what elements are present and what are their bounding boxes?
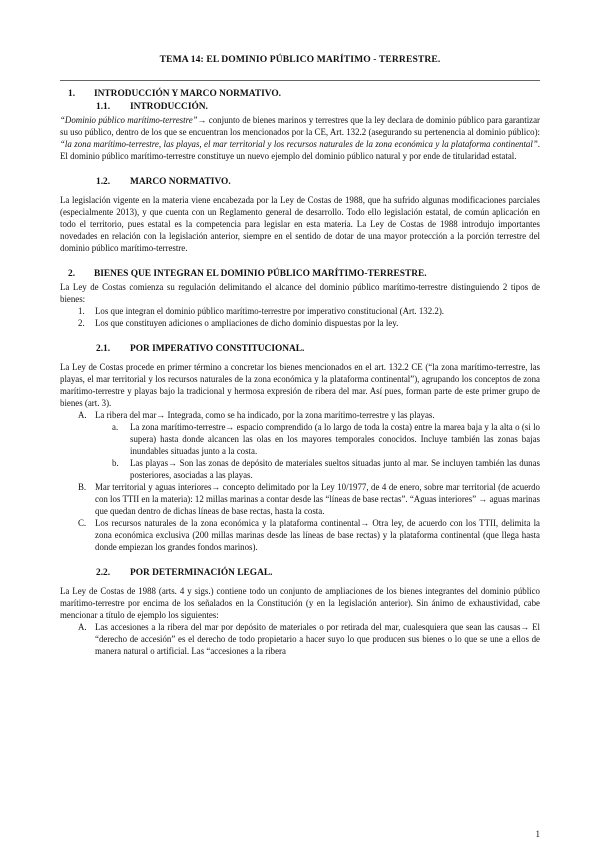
- term-definition: “Dominio público marítimo-terrestre”: [60, 115, 198, 125]
- section-2-1-title: POR IMPERATIVO CONSTITUCIONAL.: [130, 344, 305, 354]
- list-item-b: B. Mar territorial y aguas interiores→ concepto delimitado por la Ley 10/1977, de 4 de enero, sobre mar territorial (de acuerdo con los TTII en la materia): 12 millas marinas a contar desde las “líneas de base rectas”. “Aguas interiores” → aguas marinas que quedan dentro de dichas líneas de base rectas, hasta la costa.: [78, 482, 540, 516]
- section-1-2-title: MARCO NORMATIVO.: [130, 177, 231, 187]
- section-2-2-paragraph: La Ley de Costas de 1988 (arts. 4 y sigs.) contiene todo un conjunto de ampliaciones de los bienes integrantes del dominio público marítimo-terrestre por encima de los señalados en la Constitución (y en la legislación anterior). Sin ánimo de exhaustividad, cabe mencionar a título de ejemplo los siguientes:: [60, 586, 540, 620]
- section-1-heading: [60, 88, 540, 101]
- document-title: TEMA 14: EL DOMINIO PÚBLICO MARÍTIMO - TERRESTRE.: [159, 54, 441, 65]
- section-2-heading: [60, 268, 540, 281]
- section-2-number: 2.: [68, 269, 76, 279]
- title-divider: [60, 80, 540, 81]
- section-2-2-heading: [60, 567, 540, 580]
- section-1-1-paragraph: “Dominio público marítimo-terrestre”→ conjunto de bienes marinos y terrestres que la ley declara de dominio público para garantizar su uso público, dentro de los que se encuentran los mencionados por la CE, Art. 132.2 (asegurando su pertenencia al dominio público): “la zona marítimo-terrestre, las playas, el mar territorial y los recursos naturales de la zona económica y la plataforma continental”. El dominio público marítimo-terrestre constituye un nuevo ejemplo del dominio público natural y por ende de titularidad estatal.: [60, 115, 540, 161]
- list-item: 2. Los que constituyen adiciones o ampliaciones de dicho dominio dispuestas por la ley.: [78, 318, 399, 328]
- section-1-2-number: 1.2.: [96, 177, 111, 187]
- section-2-1-paragraph: La Ley de Costas procede en primer término a concretar los bienes mencionados en el art. 132.2 CE (“la zona marítimo-terrestre, las playas, el mar territorial y los recursos naturales de la zona económica y la plataforma continental”), agrupando los conceptos de zona marítimo-terrestre y playas bajo la tradicional y hermosa expresión de ribera del mar. Así pues, forman parte de este primer grupo de bienes (art. 3).: [60, 362, 540, 408]
- section-1-2-paragraph: La legislación vigente en la materia viene encabezada por la Ley de Costas de 1988, que ha sufrido algunas modificaciones parciales (especialmente 2013), y que cuenta con un Reglamento general de desarrollo. Todo ello legislación estatal, de común aplicación en todo el territorio, pues estatal es la competencia para legislar en esta materia. La Ley de Costas de 1988 introdujo importantes novedades en relación con la legislación anterior, siempre en el sentido de dotar de una mayor protección a la porción terrestre del dominio público marítimo-terrestre.: [60, 195, 540, 253]
- section-2-intro: La Ley de Costas comienza su regulación delimitando el alcance del dominio público marítimo-terrestre distinguiendo 2 tipos de bienes:: [60, 282, 540, 304]
- list-item: 1. Los que integran el dominio público marítimo-terrestre por imperativo constitucional (Art. 132.2).: [78, 306, 444, 316]
- section-2-2-title: POR DETERMINACIÓN LEGAL.: [130, 568, 273, 578]
- section-1-1-title: INTRODUCCIÓN.: [130, 102, 208, 112]
- sub-list-item-b: b. Las playas→ Son las zonas de depósito de materiales sueltos situadas junto al mar. Se incluyen también las dunas posteriores, asociadas a las playas.: [112, 458, 540, 480]
- section-2-2-number: 2.2.: [96, 568, 111, 578]
- section-2-1-number: 2.1.: [96, 344, 111, 354]
- document-body: [60, 88, 540, 657]
- section-1-1-number: 1.1.: [96, 102, 111, 112]
- list-item-a: A. Las accesiones a la ribera del mar por depósito de materiales o por retirada del mar, cualesquiera que sean las causas→ El “derecho de accesión” es el derecho de todo propietario a hacer suyo lo que producen sus bienes o lo que se une a ellos de manera natural o artificial. Las “accesiones a la ribera: [78, 622, 540, 656]
- constitution-quote: “la zona marítimo-terrestre, las playas, el mar territorial y los recursos naturales de la zona económica y la plataforma continental”: [60, 139, 538, 149]
- list-item-c: C. Los recursos naturales de la zona económica y la plataforma continental→ Otra ley, de acuerdo con los TTII, delimita la zona económica exclusiva (200 millas marinas desde las líneas de base rectas) y la plataforma continental (que llega hasta donde empiezan los grandes fondos marinos).: [78, 518, 540, 552]
- section-2-1-heading: [60, 343, 540, 356]
- page-number: 1: [535, 829, 540, 839]
- section-2-title: BIENES QUE INTEGRAN EL DOMINIO PÚBLICO MARÍTIMO-TERRESTRE.: [94, 269, 427, 279]
- section-1-1-heading: [60, 101, 540, 114]
- list-item-a: A. La ribera del mar→ Integrada, como se ha indicado, por la zona marítimo-terrestre y las playas.: [78, 410, 435, 420]
- section-1-title: INTRODUCCIÓN Y MARCO NORMATIVO.: [94, 89, 281, 99]
- section-1-number: 1.: [68, 89, 76, 99]
- section-1-2-heading: [60, 176, 540, 189]
- sub-list-item-a: a. La zona marítimo-terrestre→ espacio comprendido (a lo largo de toda la costa) entre la marea baja y la alta o (si lo supera) hasta donde alcancen las olas en los mayores temporales conocidos. Incluye también las zonas bajas inundables situadas junto a la costa.: [112, 422, 540, 456]
